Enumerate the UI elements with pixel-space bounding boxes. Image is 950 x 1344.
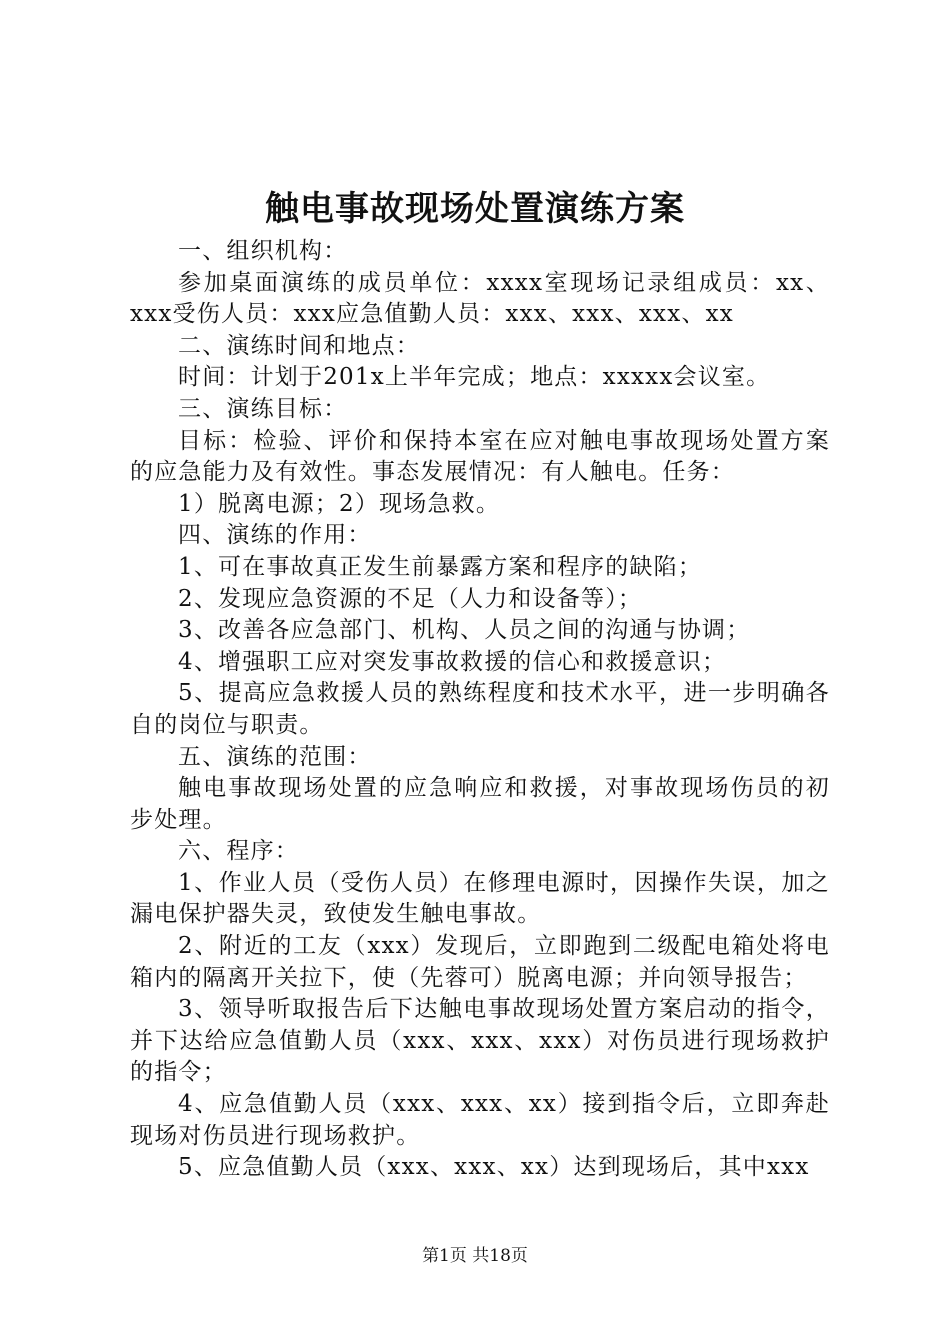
list-item: 1、可在事故真正发生前暴露方案和程序的缺陷；: [178, 553, 703, 580]
section-heading: 四、演练的作用：: [178, 522, 372, 549]
list-item: 3、领导听取报告后下达触电事故现场处置方案启动的指令，并下达给应急值勤人员（xxx、xxx、xxx）对伤员进行现场救护的指令；: [130, 996, 830, 1086]
section-heading: 三、演练目标：: [178, 395, 348, 422]
page-footer: 第1页 共18页: [422, 1246, 528, 1266]
list-item: 1、作业人员（受伤人员）在修理电源时，因操作失误，加之漏电保护器失灵，致使发生触电事故。: [130, 869, 830, 928]
list-item: 4、增强职工应对突发事故救援的信心和救援意识；: [178, 648, 727, 675]
paragraph: 参加桌面演练的成员单位：xxxx室现场记录组成员：xx、xxx受伤人员：xxx应急值勤人员：xxx、xxx、xxx、xx: [130, 269, 830, 328]
section-heading: 五、演练的范围：: [178, 743, 372, 770]
document-title: 触电事故现场处置演练方案: [265, 189, 685, 229]
section-heading: 六、程序：: [178, 838, 299, 865]
document-body: [130, 236, 830, 1184]
section-heading: 一、组织机构：: [178, 238, 348, 264]
list-item: 3、改善各应急部门、机构、人员之间的沟通与协调；: [178, 617, 751, 644]
paragraph: 时间：计划于201x上半年完成；地点：xxxxx会议室。: [178, 364, 771, 391]
paragraph: 目标：检验、评价和保持本室在应对触电事故现场处置方案的应急能力及有效性。事态发展情况：有人触电。任务：: [130, 427, 830, 486]
list-item: 2、附近的工友（xxx）发现后，立即跑到二级配电箱处将电箱内的隔离开关拉下，使（先蓉可）脱离电源；并向领导报告；: [130, 933, 830, 991]
paragraph: 1）脱离电源；2）现场急救。: [178, 490, 501, 517]
paragraph: 触电事故现场处置的应急响应和救援，对事故现场伤员的初步处理。: [130, 775, 830, 833]
list-item: 5、提高应急救援人员的熟练程度和技术水平，进一步明确各自的岗位与职责。: [130, 680, 830, 738]
list-item: 4、应急值勤人员（xxx、xxx、xx）接到指令后，立即奔赴现场对伤员进行现场救护。: [130, 1091, 830, 1149]
list-item: 5、应急值勤人员（xxx、xxx、xx）达到现场后，其中xxx: [178, 1154, 810, 1181]
section-heading: 二、演练时间和地点：: [178, 332, 420, 359]
list-item: 2、发现应急资源的不足（人力和设备等）；: [178, 585, 643, 612]
